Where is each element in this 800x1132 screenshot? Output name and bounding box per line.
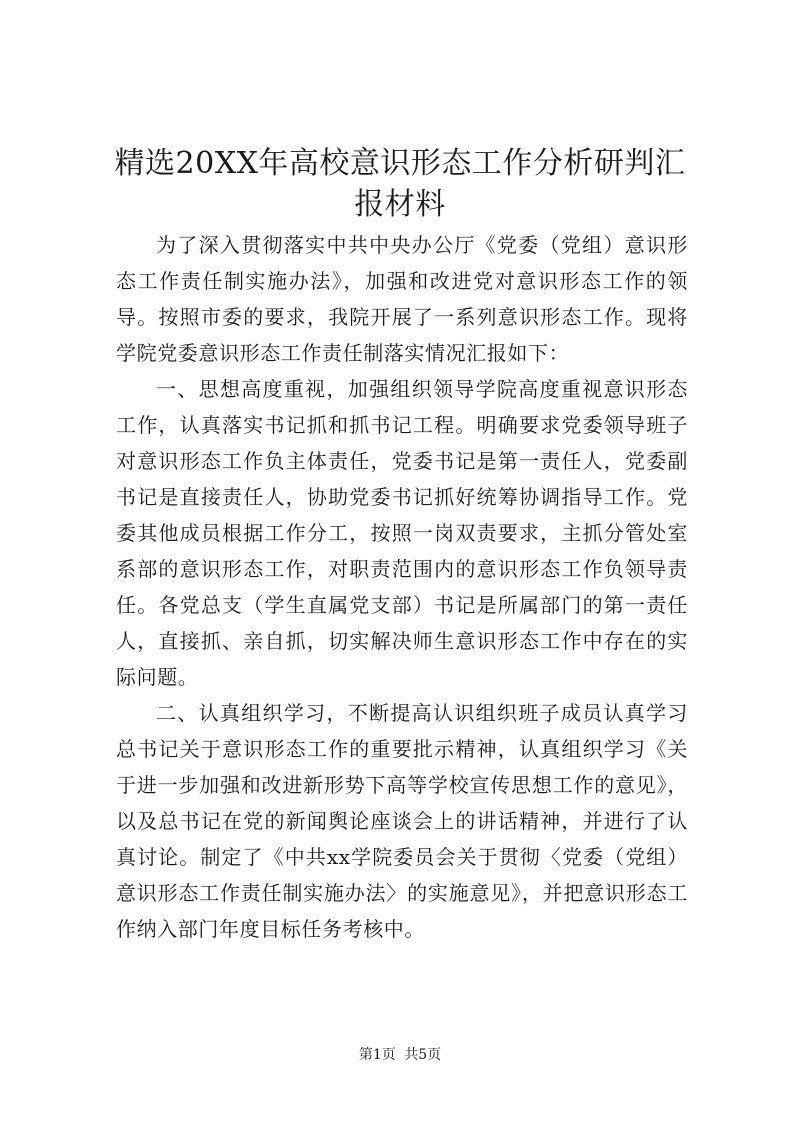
paragraph-section-one: 一、思想高度重视，加强组织领导学院高度重视意识形态工作，认真落实书记抓和抓书记工程。明确要求党委领导班子对意识形态工作负主体责任，党委书记是第一责任人，党委副书记是直接责任人，协助党委书记抓好统筹协调指导工作。党委其他成员根据工作分工，按照一岗双责要求，主抓分管处室系部的意识形态工作，对职责范围内的意识形态工作负领导责任。各党总支（学生直属党支部）书记是所属部门的第一责任人，直接抓、亲自抓，切实解决师生意识形态工作中存在的实际问题。 bbox=[116, 377, 688, 689]
document-title: 精选20XX年高校意识形态工作分析研判汇报材料 bbox=[114, 146, 686, 222]
page-number: 第1页 bbox=[358, 1047, 396, 1063]
paragraph-section-two: 二、认真组织学习，不断提高认识组织班子成员认真学习总书记关于意识形态工作的重要批示精神，认真组织学习《关于进一步加强和改进新形势下高等学校宣传思想工作的意见》，以及总书记在党的新闻舆论座谈会上的讲话精神，并进行了认真讨论。制定了《中共xx学院委员会关于贯彻〈党委（党组）意识形态工作责任制实施办法〉的实施意见》，并把意识形态工作纳入部门年度目标任务考核中。 bbox=[116, 701, 688, 941]
document-body bbox=[116, 227, 688, 947]
page-total: 共5页 bbox=[404, 1047, 442, 1063]
page-footer bbox=[0, 1046, 800, 1064]
paragraph-intro: 为了深入贯彻落实中共中央办公厅《党委（党组）意识形态工作责任制实施办法》，加强和改进党对意识形态工作的领导。按照市委的要求，我院开展了一系列意识形态工作。现将学院党委意识形态工作责任制落实情况汇报如下： bbox=[116, 233, 688, 365]
